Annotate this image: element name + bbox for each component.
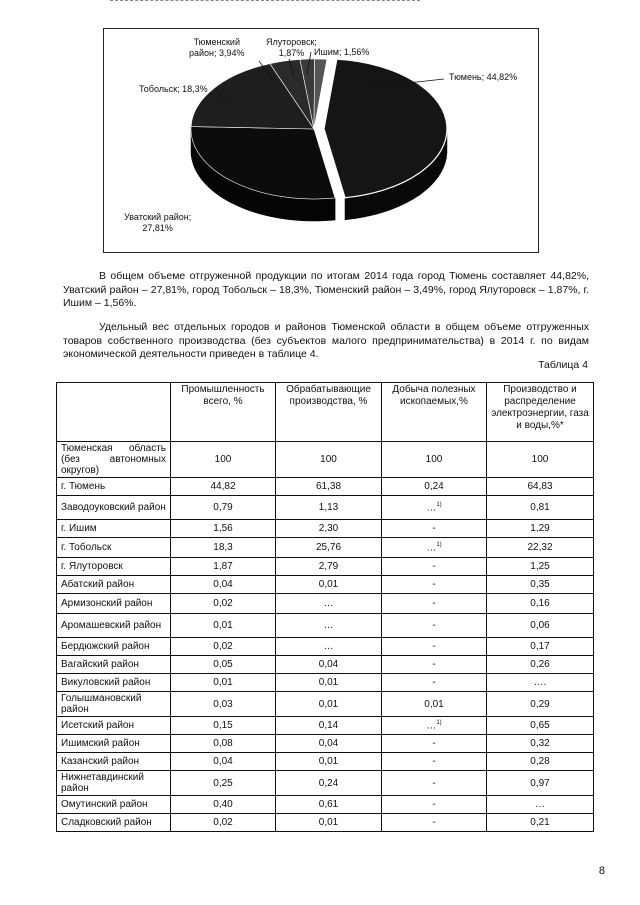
cell-text: Вагайский район — [61, 659, 139, 670]
cell-text: Заводоуковский район — [61, 502, 166, 513]
row-label-cell — [57, 638, 171, 656]
value-cell — [487, 594, 594, 614]
value-cell — [487, 796, 594, 814]
value-cell — [382, 674, 487, 692]
cell-text: г. Ялуторовск — [61, 561, 123, 572]
value-cell — [487, 520, 594, 538]
cell-text: 0,24 — [424, 481, 444, 492]
value-cell — [171, 656, 276, 674]
value-cell — [382, 558, 487, 576]
value-cell — [487, 496, 594, 520]
pie-chart — [103, 28, 539, 253]
cell-text: 0,03 — [213, 698, 233, 710]
row-label-cell — [57, 674, 171, 692]
pie-label-yalutorovsk-line1: Ялуторовск; — [266, 37, 317, 47]
value-cell — [171, 796, 276, 814]
value-cell — [276, 638, 382, 656]
cell-text: 0,97 — [530, 777, 550, 789]
cell-text: Абатский район — [61, 579, 135, 590]
value-cell — [487, 814, 594, 832]
footnote-mark: 1) — [436, 719, 442, 726]
cell-text: Нижнетавдинский район — [61, 772, 144, 794]
value-cell — [171, 442, 276, 478]
cell-text: - — [432, 561, 436, 572]
table-row — [57, 496, 594, 520]
pie-label-tyumen: Тюмень; 44,82% — [449, 72, 518, 82]
cell-text: 0,21 — [530, 817, 550, 828]
value-cell — [382, 814, 487, 832]
value-cell — [276, 674, 382, 692]
cell-text: 0,79 — [213, 502, 233, 513]
value-cell — [276, 753, 382, 771]
cell-text: 1,87 — [213, 561, 233, 572]
pie-label-tyumen-rayon-line2: район; 3,94% — [189, 48, 245, 58]
value-cell — [487, 478, 594, 496]
cell-text: Голышмановский район — [61, 693, 142, 715]
page-top-rule — [110, 0, 420, 3]
table-row — [57, 538, 594, 558]
value-cell — [171, 478, 276, 496]
row-label-cell — [57, 735, 171, 753]
value-cell — [171, 753, 276, 771]
value-cell — [171, 638, 276, 656]
value-cell — [382, 520, 487, 538]
cell-text: 0,40 — [213, 799, 233, 810]
cell-text: 0,15 — [213, 720, 233, 731]
table-row — [57, 520, 594, 538]
cell-text: 100 — [531, 454, 549, 465]
pie-label-yalutorovsk — [266, 37, 317, 59]
cell-text: … — [323, 641, 334, 652]
cell-text: 2,30 — [318, 523, 339, 534]
value-cell — [487, 771, 594, 796]
value-cell — [171, 614, 276, 638]
value-cell — [276, 478, 382, 496]
cell-text: … — [323, 620, 334, 631]
cell-text: 0,65 — [530, 720, 550, 731]
value-cell — [382, 496, 487, 520]
cell-text: 100 — [320, 454, 337, 465]
table-row — [57, 735, 594, 753]
cell-text: г. Тобольск — [61, 542, 112, 553]
cell-text: 0,32 — [530, 738, 550, 749]
cell-text: 0,16 — [530, 598, 550, 609]
value-cell — [382, 796, 487, 814]
value-cell — [276, 717, 382, 735]
table-row — [57, 796, 594, 814]
value-cell — [276, 814, 382, 832]
cell-text: 0,61 — [318, 799, 339, 810]
value-cell — [276, 576, 382, 594]
table-row — [57, 614, 594, 638]
cell-text: 0,08 — [213, 738, 233, 749]
row-label-cell — [57, 594, 171, 614]
table-header-cell: Промышленность всего, % — [171, 383, 276, 442]
table-row — [57, 814, 594, 832]
cell-text: г. Ишим — [61, 523, 97, 534]
cell-text: 0,01 — [213, 620, 233, 631]
value-cell — [382, 614, 487, 638]
table-header-cell: Обрабатывающие производства, % — [276, 383, 382, 442]
table-header-cell: Добыча полезных ископаемых,% — [382, 383, 487, 442]
cell-text: 1,25 — [530, 561, 550, 572]
paragraph-share-text: Удельный вес отдельных городов и районов Тюменской области в общем объеме отгруженных товаров собственного производства (без субъектов малого предпринимательства) в 2014 г. по видам экономической деятельности приведен в таблице 4. — [63, 321, 589, 360]
cell-text: Викуловский район — [61, 677, 151, 688]
cell-text: 100 — [425, 454, 443, 465]
cell-text: - — [432, 579, 436, 590]
cell-text: 0,01 — [318, 756, 339, 767]
value-cell — [487, 656, 594, 674]
paragraph-summary — [63, 270, 589, 311]
cell-text: 0,05 — [213, 659, 233, 670]
pie-label-ishim: Ишим; 1,56% — [314, 47, 370, 57]
cell-text: 22,32 — [527, 542, 553, 553]
pie-label-tyumen-rayon-line1: Тюменский — [193, 37, 240, 47]
paragraph-share — [63, 321, 589, 362]
cell-text: 18,3 — [213, 542, 233, 553]
value-cell — [382, 656, 487, 674]
value-cell — [276, 558, 382, 576]
value-cell — [276, 771, 382, 796]
row-label-cell — [57, 814, 171, 832]
cell-text: 0,81 — [530, 502, 550, 513]
value-cell — [487, 576, 594, 594]
cell-text: Аромашевский район — [61, 620, 162, 631]
table-row — [57, 771, 594, 796]
row-label-cell — [57, 771, 171, 796]
cell-text: 0,28 — [530, 756, 550, 767]
cell-text: 0,01 — [318, 677, 339, 688]
table-row — [57, 656, 594, 674]
cell-text: 0,29 — [530, 698, 550, 710]
cell-text: 0,01 — [424, 698, 444, 710]
row-label-cell — [57, 717, 171, 735]
row-label-cell — [57, 796, 171, 814]
pie-label-uvat-line2: 27,81% — [142, 223, 173, 233]
cell-text: 0,25 — [213, 777, 233, 789]
value-cell — [487, 753, 594, 771]
value-cell — [171, 558, 276, 576]
cell-text: 0,02 — [213, 641, 233, 652]
table-row — [57, 692, 594, 717]
row-label-cell — [57, 614, 171, 638]
cell-text: 0,02 — [213, 817, 233, 828]
cell-text: - — [432, 756, 436, 767]
row-label-cell — [57, 558, 171, 576]
table-row — [57, 576, 594, 594]
table-row — [57, 717, 594, 735]
row-label-cell — [57, 442, 171, 478]
value-cell — [487, 558, 594, 576]
cell-text: 1,13 — [318, 502, 339, 513]
row-label-cell — [57, 656, 171, 674]
row-label-cell — [57, 692, 171, 717]
value-cell — [382, 442, 487, 478]
cell-text: Сладковский район — [61, 817, 152, 828]
value-cell — [487, 614, 594, 638]
row-label-cell — [57, 496, 171, 520]
value-cell — [276, 656, 382, 674]
cell-text: 0,02 — [213, 598, 233, 609]
value-cell — [171, 674, 276, 692]
pie-label-tyumen-rayon — [189, 37, 245, 59]
cell-text: - — [432, 523, 436, 534]
cell-text: 0,04 — [213, 579, 233, 590]
cell-text: 1,56 — [213, 523, 233, 534]
cell-text: 44,82 — [210, 481, 236, 492]
cell-text: 61,38 — [315, 481, 342, 492]
footnote-mark: 1) — [436, 541, 442, 548]
cell-text: 0,01 — [318, 698, 339, 710]
pie-label-uvat-line1: Уватский район; — [124, 212, 192, 222]
cell-text: 0,01 — [318, 579, 339, 590]
table-row — [57, 674, 594, 692]
cell-text: г. Тюмень — [61, 481, 106, 492]
row-label-cell — [57, 478, 171, 496]
cell-text: 2,79 — [318, 561, 339, 572]
cell-text: Ишимский район — [61, 738, 140, 749]
table-row — [57, 594, 594, 614]
cell-text: Тюменская область (без автономных округов) — [61, 443, 166, 476]
cell-text: - — [432, 598, 436, 609]
footnote-mark: 1) — [436, 501, 442, 508]
value-cell — [487, 735, 594, 753]
page-number: 8 — [598, 865, 605, 877]
value-cell — [487, 538, 594, 558]
value-cell — [487, 638, 594, 656]
cell-text: 1,29 — [530, 523, 550, 534]
cell-text: 0,04 — [318, 738, 339, 749]
row-label-cell — [57, 753, 171, 771]
cell-text: Казанский район — [61, 756, 140, 767]
table-body — [57, 442, 594, 832]
cell-text: … — [535, 799, 545, 810]
value-cell — [171, 771, 276, 796]
cell-text: 0,04 — [213, 756, 233, 767]
value-cell — [276, 614, 382, 638]
value-cell — [382, 576, 487, 594]
cell-text: …. — [533, 677, 547, 688]
cell-text: 25,76 — [315, 542, 342, 553]
value-cell — [171, 594, 276, 614]
cell-text: - — [432, 777, 436, 789]
value-cell — [382, 735, 487, 753]
table-caption: Таблица 4 — [538, 359, 588, 371]
cell-text: 0,01 — [213, 677, 233, 688]
table-header-cell — [57, 383, 171, 442]
value-cell — [487, 692, 594, 717]
value-cell — [276, 538, 382, 558]
value-cell — [171, 814, 276, 832]
value-cell — [382, 753, 487, 771]
cell-text: 0,35 — [530, 579, 550, 590]
pie-label-yalutorovsk-line2: 1,87% — [278, 48, 305, 58]
value-cell — [487, 442, 594, 478]
value-cell — [171, 692, 276, 717]
value-cell — [487, 674, 594, 692]
paragraph-summary-text: В общем объеме отгруженной продукции по итогам 2014 года город Тюмень составляет 44,82%, Уватский район – 27,81%, город Тобольск – 18,3%, Тюменский район – 3,49%, город Ялуторовск – 1,87%, г. Ишим – 1,56%. — [63, 270, 589, 309]
table-header-row — [57, 383, 594, 442]
cell-text: Омутинский район — [61, 799, 148, 810]
value-cell — [171, 576, 276, 594]
pie-label-tobolsk: Тобольск; 18,3% — [139, 84, 208, 94]
cell-text: Армизонский район — [61, 598, 153, 609]
cell-text: … — [426, 502, 437, 514]
value-cell — [382, 692, 487, 717]
cell-text: - — [432, 817, 436, 828]
cell-text: 0,06 — [530, 620, 550, 631]
cell-text: - — [432, 738, 436, 749]
value-cell — [276, 594, 382, 614]
row-label-cell — [57, 520, 171, 538]
value-cell — [171, 520, 276, 538]
data-table — [56, 382, 594, 832]
cell-text: 0,17 — [530, 641, 550, 652]
value-cell — [382, 594, 487, 614]
cell-text: - — [432, 620, 436, 631]
pie-slice-ishim — [314, 59, 327, 129]
value-cell — [171, 538, 276, 558]
cell-text: … — [323, 598, 334, 609]
value-cell — [487, 717, 594, 735]
table-row — [57, 478, 594, 496]
table-row — [57, 638, 594, 656]
cell-text: - — [432, 677, 436, 688]
table-header-cell: Производство и распределение электроэнергии, газа и воды,%* — [487, 383, 594, 442]
pie-label-uvat — [124, 212, 191, 234]
value-cell — [276, 520, 382, 538]
value-cell — [276, 735, 382, 753]
cell-text: … — [426, 542, 437, 554]
cell-text: Бердюжский район — [61, 641, 150, 652]
cell-text: 0,04 — [318, 659, 339, 670]
value-cell — [276, 692, 382, 717]
value-cell — [382, 717, 487, 735]
table-row — [57, 558, 594, 576]
cell-text: 0,24 — [318, 777, 339, 789]
value-cell — [382, 638, 487, 656]
table-row — [57, 753, 594, 771]
cell-text: 0,26 — [530, 659, 550, 670]
cell-text: - — [432, 659, 436, 670]
value-cell — [276, 496, 382, 520]
row-label-cell — [57, 538, 171, 558]
value-cell — [276, 796, 382, 814]
value-cell — [382, 478, 487, 496]
row-label-cell — [57, 576, 171, 594]
cell-text: - — [432, 641, 436, 652]
value-cell — [276, 442, 382, 478]
cell-text: 100 — [214, 454, 232, 465]
value-cell — [171, 496, 276, 520]
value-cell — [171, 717, 276, 735]
value-cell — [382, 538, 487, 558]
value-cell — [171, 735, 276, 753]
cell-text: 64,83 — [527, 481, 553, 492]
cell-text: - — [432, 799, 436, 810]
table-row — [57, 442, 594, 478]
cell-text: 0,01 — [318, 817, 339, 828]
cell-text: Исетский район — [61, 720, 135, 731]
cell-text: 0,14 — [318, 720, 339, 731]
cell-text: … — [426, 720, 437, 732]
value-cell — [382, 771, 487, 796]
